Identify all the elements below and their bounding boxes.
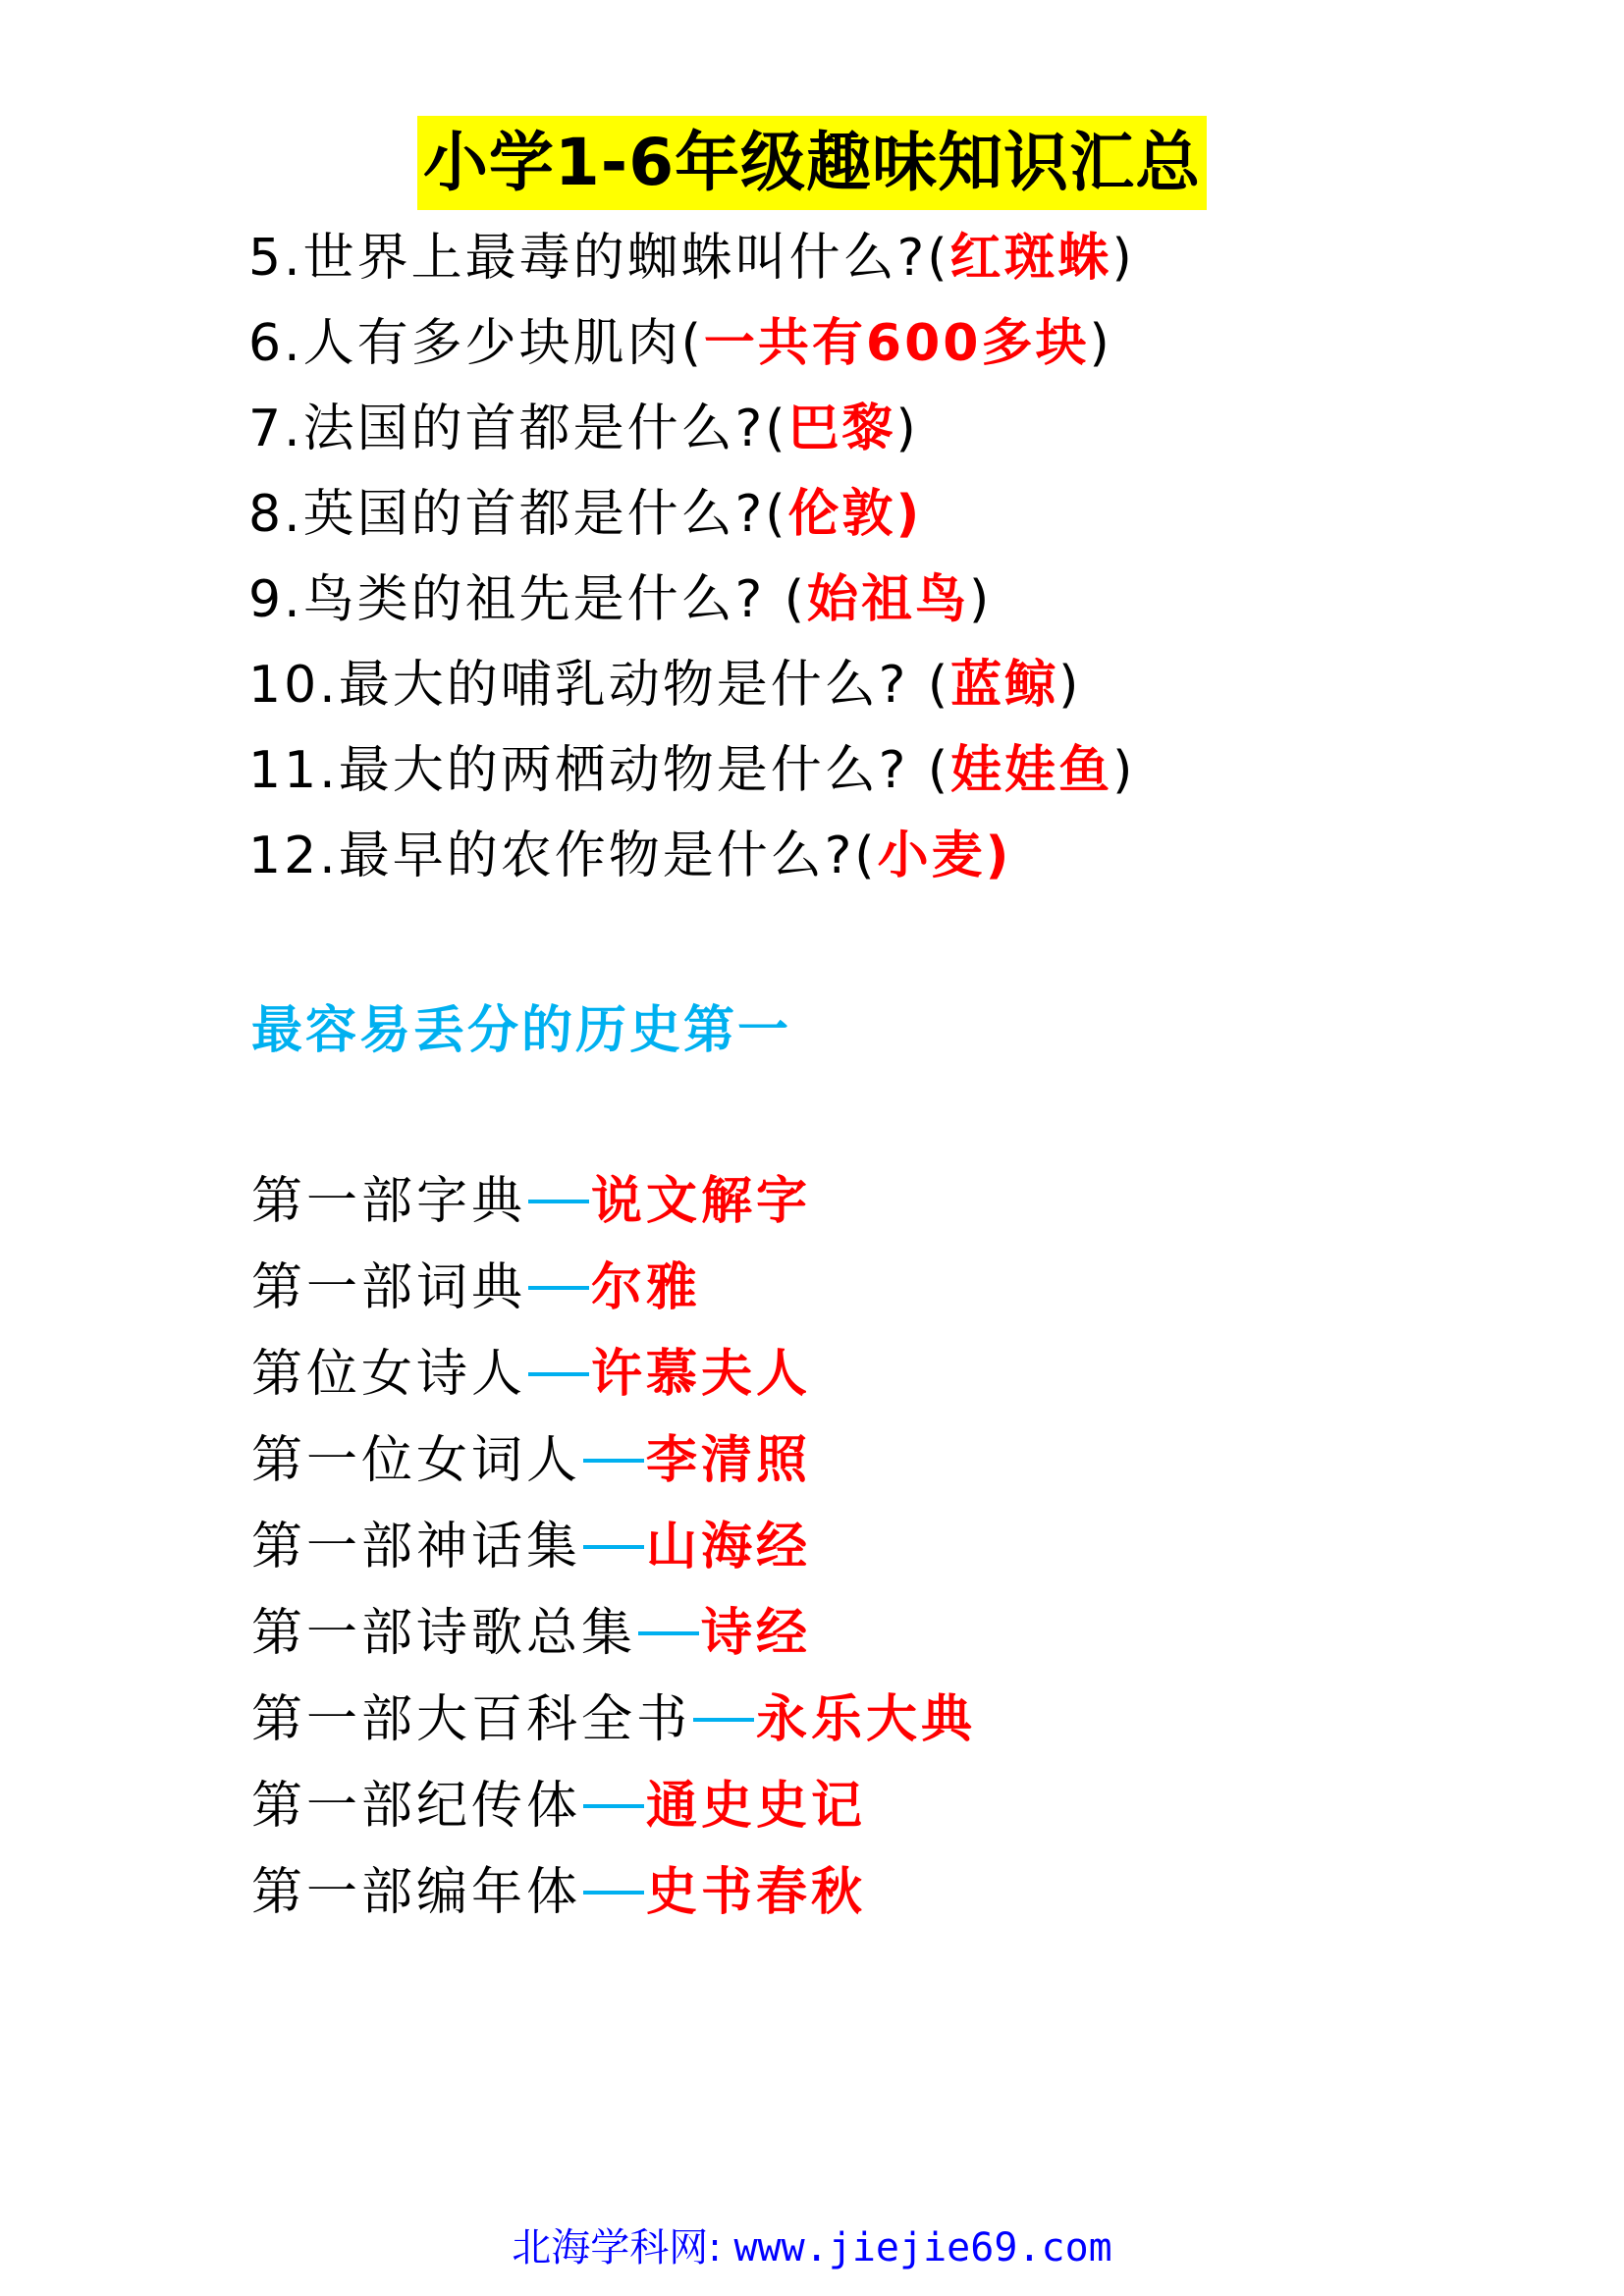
footer-label: 北海学科网: — [512, 2225, 722, 2270]
answer-text: 红斑蛛 — [949, 229, 1112, 288]
first-label: 第一位女词人 — [251, 1431, 582, 1490]
answer-text: 娃娃鱼 — [950, 741, 1113, 800]
dash-separator — [583, 1459, 644, 1463]
question-text: 8.英国的首都是什么?( — [248, 485, 788, 544]
first-answer: 通史史记 — [646, 1777, 867, 1836]
footer-watermark — [0, 2220, 1624, 2275]
history-first-item — [251, 1763, 976, 1849]
question-suffix: ) — [1058, 656, 1082, 715]
answer-text: 蓝鲸 — [950, 656, 1059, 715]
quiz-item — [248, 814, 1135, 899]
history-first-item — [251, 1331, 976, 1417]
first-answer: 尔雅 — [591, 1258, 702, 1317]
dash-separator — [693, 1718, 754, 1722]
question-text: 7.法国的首都是什么?( — [248, 400, 788, 458]
page-title: 小学1-6年级趣味知识汇总 — [417, 116, 1207, 210]
question-text: 6.人有多少块肌肉( — [248, 314, 704, 373]
footer-site-link[interactable]: www.jiejie69.com — [733, 2225, 1112, 2270]
quiz-item — [248, 558, 1135, 643]
quiz-item — [248, 472, 1135, 558]
first-answer: 诗经 — [701, 1604, 812, 1663]
history-first-item — [251, 1849, 976, 1936]
answer-text: 一共有600多块 — [703, 314, 1090, 373]
question-text: 9.鸟类的祖先是什么? ( — [248, 570, 808, 629]
title-container — [0, 116, 1624, 210]
question-suffix: ) — [895, 400, 919, 458]
first-answer: 永乐大典 — [756, 1690, 977, 1749]
history-first-item — [251, 1590, 976, 1677]
question-suffix: ) — [1112, 741, 1136, 800]
first-answer: 说文解字 — [591, 1172, 812, 1231]
quiz-item — [248, 387, 1135, 472]
quiz-item — [248, 301, 1135, 387]
history-firsts-list — [251, 1158, 976, 1936]
question-suffix: ) — [1089, 314, 1112, 373]
first-label: 第一部纪传体 — [251, 1777, 582, 1836]
first-answer: 史书春秋 — [646, 1863, 867, 1922]
answer-text: 小麦) — [877, 827, 1012, 885]
first-label: 第位女诗人 — [251, 1345, 527, 1404]
first-label: 第一部大百科全书 — [251, 1690, 692, 1749]
question-text: 11.最大的两栖动物是什么? ( — [248, 741, 951, 800]
question-text: 5.世界上最毒的蜘蛛叫什么?( — [248, 229, 950, 288]
history-first-item — [251, 1504, 976, 1590]
question-text: 10.最大的哺乳动物是什么? ( — [248, 656, 951, 715]
answer-text: 始祖鸟 — [807, 570, 970, 629]
quiz-item — [248, 643, 1135, 728]
history-first-item — [251, 1158, 976, 1245]
dash-separator — [638, 1631, 699, 1635]
first-answer: 李清照 — [646, 1431, 812, 1490]
first-label: 第一部神话集 — [251, 1518, 582, 1576]
dash-separator — [528, 1200, 589, 1203]
dash-separator — [528, 1372, 589, 1376]
first-label: 第一部词典 — [251, 1258, 527, 1317]
first-label: 第一部诗歌总集 — [251, 1604, 637, 1663]
history-first-item — [251, 1417, 976, 1504]
dash-separator — [583, 1804, 644, 1808]
quiz-item — [248, 216, 1135, 301]
first-label: 第一部编年体 — [251, 1863, 582, 1922]
quiz-question-list — [248, 216, 1135, 899]
question-suffix: ) — [1111, 229, 1135, 288]
first-answer: 山海经 — [646, 1518, 812, 1576]
question-suffix: ) — [969, 570, 993, 629]
dash-separator — [528, 1286, 589, 1290]
dash-separator — [583, 1891, 644, 1895]
section-heading: 最容易丢分的历史第一 — [251, 1001, 792, 1060]
answer-text: 巴黎 — [787, 400, 896, 458]
answer-text: 伦敦) — [787, 485, 923, 544]
first-answer: 许慕夫人 — [591, 1345, 812, 1404]
history-first-item — [251, 1677, 976, 1763]
dash-separator — [583, 1545, 644, 1549]
question-text: 12.最早的农作物是什么?( — [248, 827, 878, 885]
quiz-item — [248, 728, 1135, 814]
history-first-item — [251, 1245, 976, 1331]
first-label: 第一部字典 — [251, 1172, 527, 1231]
